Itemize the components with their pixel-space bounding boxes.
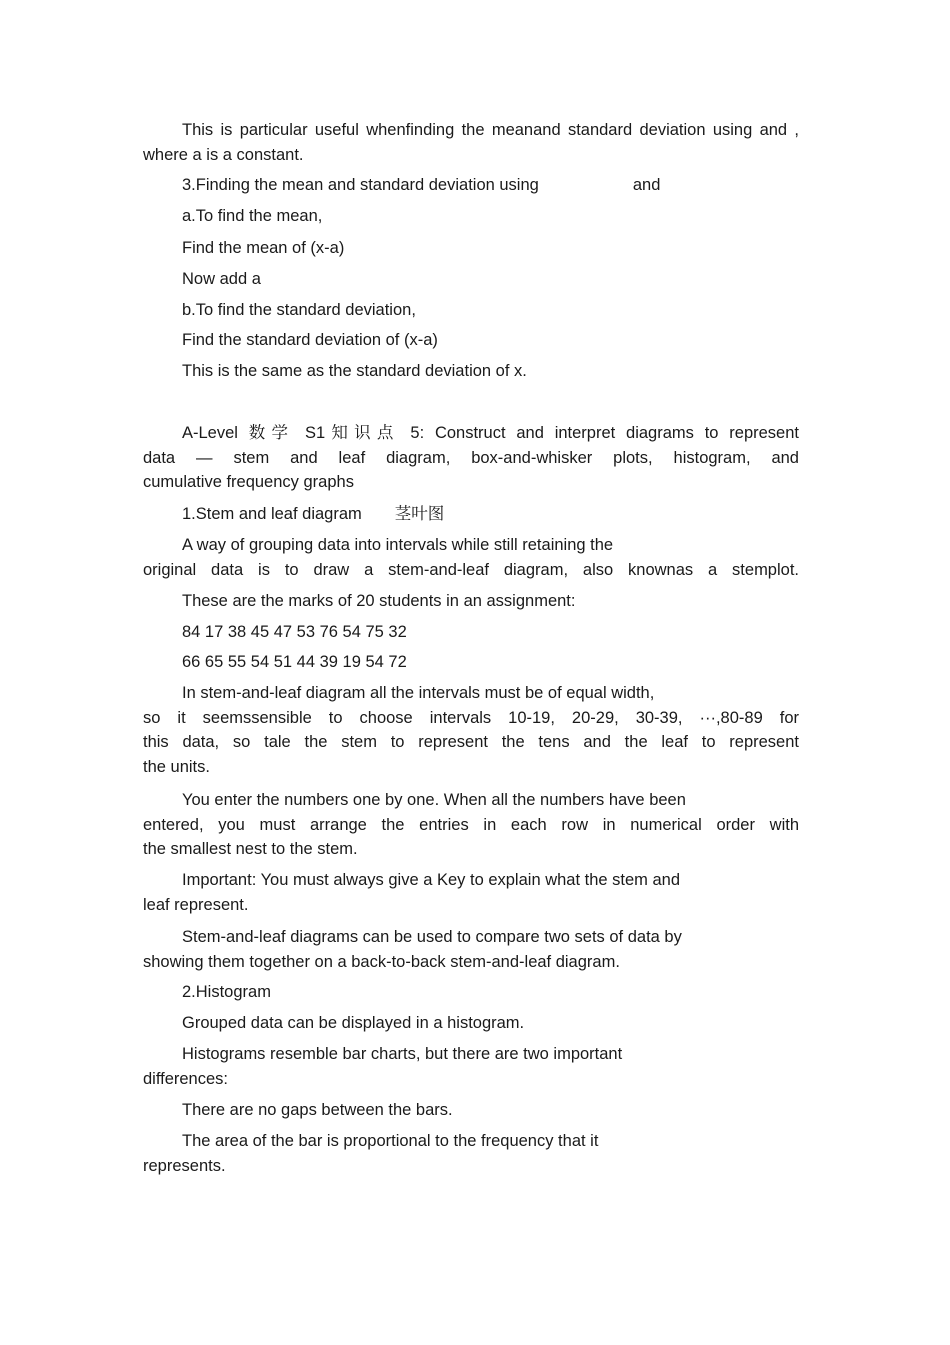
paragraph-histogram-differences: Histograms resemble bar charts, but there are two important differences: [143, 1045, 623, 1088]
find-sd-of-x-a: Find the standard deviation of (x-a) [182, 331, 438, 349]
same-as-sd-of-x: This is the same as the standard deviation of x. [182, 362, 527, 380]
heading-stem-and-leaf: 1.Stem and leaf diagram 茎叶图 [182, 505, 445, 523]
marks-row-2: 66 65 55 54 51 44 39 19 54 72 [182, 653, 407, 671]
heading-finding-mean-sd: 3.Finding the mean and standard deviation using and [182, 176, 661, 194]
section-heading-construct-diagrams: A-Level 数学 S1知识点 5: Construct and interpret diagrams to represent data — stem and leaf diagram, box-and-whisker plots, histogram, and cumulative frequency graphs [143, 424, 799, 491]
marks-intro: These are the marks of 20 students in an assignment: [182, 592, 576, 610]
grouped-data-note: Grouped data can be displayed in a histogram. [182, 1014, 525, 1032]
now-add-a: Now add a [182, 270, 261, 288]
paragraph-useful-note: This is particular useful whenfinding the meanand standard deviation using and , where a is a constant. [143, 121, 799, 164]
paragraph-equal-width: In stem-and-leaf diagram all the intervals must be of equal width, so it seemssensible to choose intervals 10-19, 20-29, 30-39, ···,80-89 for this data, so tale the stem to represent the tens and the leaf to represent the units. [143, 684, 799, 776]
marks-row-1: 84 17 38 45 47 53 76 54 75 32 [182, 623, 407, 641]
find-mean-of-x-a: Find the mean of (x-a) [182, 239, 345, 257]
paragraph-key-important: Important: You must always give a Key to explain what the stem and leaf represent. [143, 871, 681, 914]
step-a-find-mean: a.To find the mean, [182, 207, 323, 225]
paragraph-back-to-back: Stem-and-leaf diagrams can be used to compare two sets of data by showing them together on a back-to-back stem-and-leaf diagram. [143, 928, 682, 971]
paragraph-area-proportional: The area of the bar is proportional to the frequency that it represents. [143, 1132, 599, 1175]
paragraph-stemplot-intro: A way of grouping data into intervals while still retaining the original data is to draw a stem-and-leaf diagram, also knownas a stemplot. [143, 536, 799, 579]
step-b-find-sd: b.To find the standard deviation, [182, 301, 416, 319]
paragraph-enter-numbers: You enter the numbers one by one. When all the numbers have been entered, you must arrange the entries in each row in numerical order with the smallest nest to the stem. [143, 791, 799, 858]
heading-histogram: 2.Histogram [182, 983, 271, 1001]
no-gaps-note: There are no gaps between the bars. [182, 1101, 453, 1119]
